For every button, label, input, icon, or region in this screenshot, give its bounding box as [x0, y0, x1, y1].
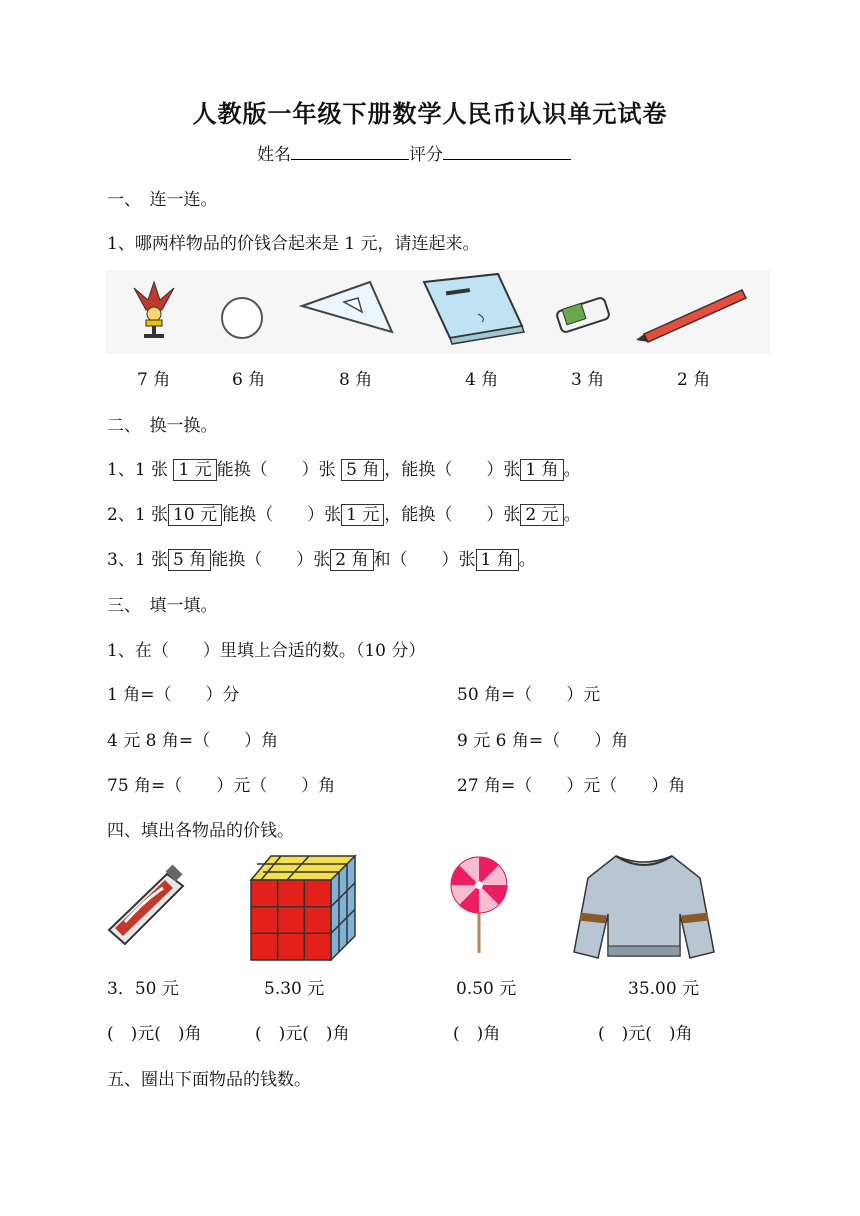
name-score-line	[257, 143, 571, 166]
price-label: 8 角	[339, 370, 373, 390]
row-text: 3、1 张	[107, 550, 169, 570]
row-text: 。	[563, 460, 581, 480]
row-text[interactable]: 能换（ ）张	[216, 460, 336, 480]
row-text: 。	[518, 550, 536, 570]
row-text[interactable]: ，能换（ ）张	[384, 505, 521, 525]
price-label: 2 角	[677, 370, 711, 390]
sweater-icon	[572, 852, 716, 964]
money-box: 1 角	[520, 459, 563, 481]
score-blank[interactable]	[443, 143, 571, 160]
fill-item[interactable]: 75 角=（ ）元（ ）角	[107, 776, 336, 796]
price-blank[interactable]: ( )元( )角	[107, 1024, 202, 1044]
exchange-row	[107, 504, 581, 526]
score-label: 评分	[409, 145, 443, 165]
exchange-row	[107, 549, 536, 571]
item-price: 35.00 元	[628, 979, 700, 999]
price-blank[interactable]: ( )元( )角	[598, 1024, 693, 1044]
money-box: 5 角	[341, 459, 384, 481]
section2-heading: 二、 换一换。	[107, 416, 218, 436]
row-text[interactable]: 能换（ ）张	[222, 505, 342, 525]
money-box: 2 角	[330, 549, 373, 571]
money-box: 2 元	[520, 504, 563, 526]
name-blank[interactable]	[291, 143, 409, 160]
fill-item[interactable]: 1 角=（ ）分	[107, 685, 240, 705]
section1-question: 1、哪两样物品的价钱合起来是 1 元，请连起来。	[107, 234, 480, 254]
fill-item[interactable]: 4 元 8 角=（ ）角	[107, 731, 279, 751]
price-label: 7 角	[137, 370, 171, 390]
money-box: 5 角	[168, 549, 211, 571]
price-label: 6 角	[232, 370, 266, 390]
fill-item[interactable]: 50 角=（ ）元	[457, 685, 601, 705]
money-box: 1 元	[341, 504, 384, 526]
row-text[interactable]: 能换（ ）张	[211, 550, 331, 570]
section5-heading: 五、圈出下面物品的钱数。	[107, 1070, 311, 1090]
fill-item[interactable]: 27 角=（ ）元（ ）角	[457, 776, 686, 796]
item-price: 3．50 元	[107, 979, 179, 999]
page-title: 人教版一年级下册数学人民币认识单元试卷	[192, 99, 668, 128]
item-price: 5.30 元	[264, 979, 325, 999]
price-label: 3 角	[571, 370, 605, 390]
price-blank[interactable]: ( )角	[453, 1024, 501, 1044]
fill-item[interactable]: 9 元 6 角=（ ）角	[457, 731, 629, 751]
toothpaste-icon	[105, 860, 187, 960]
money-box: 1 角	[476, 549, 519, 571]
name-label: 姓名	[257, 145, 291, 165]
section3-question: 1、在（ ）里填上合适的数。（10 分）	[107, 641, 426, 661]
lollipop-icon	[447, 855, 511, 955]
rubiks-cube-icon	[247, 852, 359, 962]
exchange-row	[107, 459, 581, 481]
row-text[interactable]: 和（ ）张	[373, 550, 476, 570]
section4-heading: 四、填出各物品的价钱。	[107, 821, 294, 841]
row-text: 2、1 张	[107, 505, 169, 525]
price-label: 4 角	[465, 370, 499, 390]
money-box: 1 元	[173, 459, 216, 481]
money-box: 10 元	[168, 504, 222, 526]
items-image-strip	[106, 270, 770, 354]
section3-heading: 三、 填一填。	[107, 596, 218, 616]
price-blank[interactable]: ( )元( )角	[255, 1024, 350, 1044]
ball-icon	[222, 298, 262, 338]
section1-heading: 一、 连一连。	[107, 190, 218, 210]
row-text: 1、1 张	[107, 460, 169, 480]
item-price: 0.50 元	[456, 979, 517, 999]
row-text[interactable]: ，能换（ ）张	[384, 460, 521, 480]
row-text: 。	[563, 505, 581, 525]
